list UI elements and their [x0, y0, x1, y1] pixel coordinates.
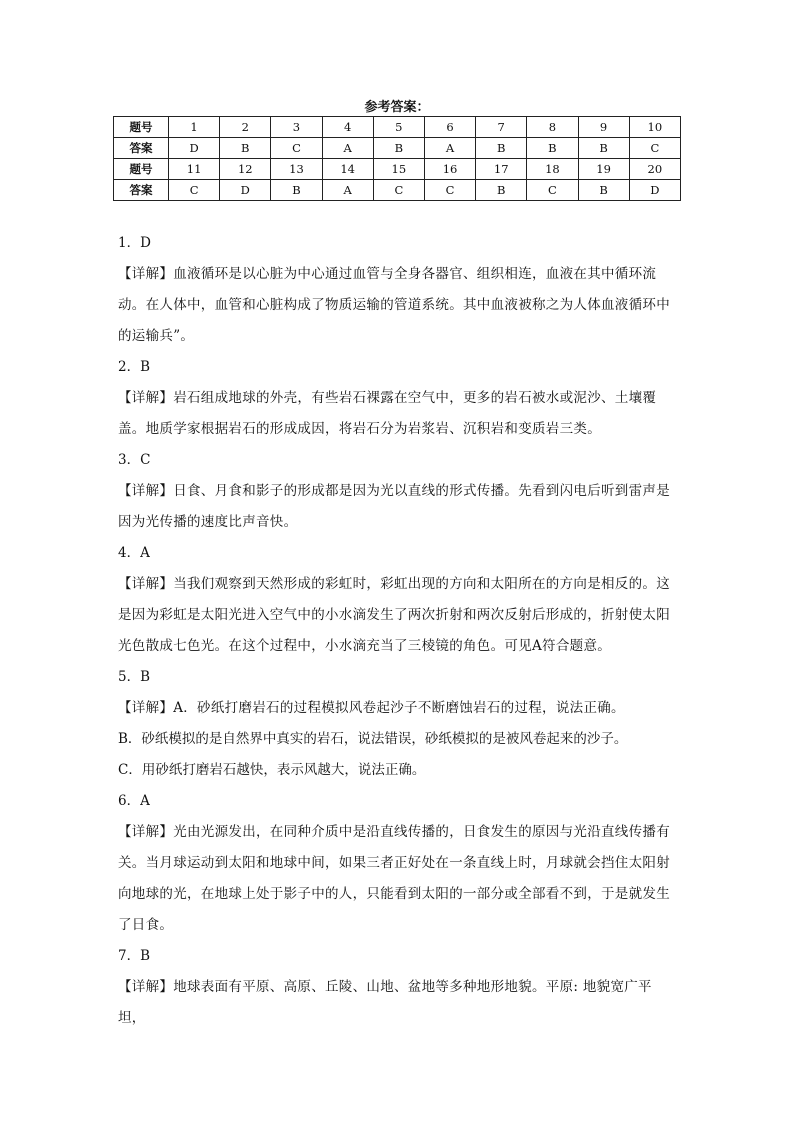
answer-table-cell: B [271, 180, 322, 201]
explanation-text: A．砂纸打磨岩石的过程模拟风卷起沙子不断磨蚀岩石的过程，说法正确。 [173, 700, 625, 716]
question-number: 4．A [118, 545, 150, 561]
detail-tag: 【详解】 [118, 700, 174, 716]
answer-table-cell: D [220, 180, 271, 201]
answer-table-cell: 8 [527, 117, 578, 138]
answer-table-cell: A [322, 138, 373, 159]
row-header: 答案 [114, 180, 169, 201]
answer-table-cell: B [373, 138, 424, 159]
answer-table-cell: 18 [527, 159, 578, 180]
explanation-text: 光由光源发出，在同种介质中是沿直线传播的，日食发生的原因与光沿直线传播有关。当月球运动到太阳和地球中间，如果三者正好处在一条直线上时，月球就会挡住太阳射向地球的光，在地球上处于影子中的人，只能看到太阳的一部分或全部看不到，于是就发生了日食。 [118, 824, 671, 933]
explanation-text: 地球表面有平原、高原、丘陵、山地、盆地等多种地形地貌。平原: 地貌宽广平坦， [118, 979, 652, 1026]
answer-table-cell: D [169, 138, 220, 159]
explanation-text: 当我们观察到天然形成的彩虹时，彩虹出现的方向和太阳所在的方向是相反的。这是因为彩虹是太阳光进入空气中的小水滴发生了两次折射和两次反射后形成的，折射使太阳光色散成七色光。在这个过程中，小水滴充当了三棱镜的角色。可见A符合题意。 [118, 576, 671, 654]
answer-table-cell: 10 [629, 117, 680, 138]
question-number: 5．B [118, 669, 151, 685]
detail-tag: 【详解】 [118, 979, 174, 995]
row-header: 答案 [114, 138, 169, 159]
answer-table-cell: 7 [476, 117, 527, 138]
row-header: 题号 [114, 159, 169, 180]
answer-table-cell: 9 [578, 117, 629, 138]
question-number: 1．D [118, 235, 151, 251]
answer-table-cell: 6 [424, 117, 475, 138]
answer-table-cell: 19 [578, 159, 629, 180]
answer-table-cell: 5 [373, 117, 424, 138]
answer-table-cell: B [578, 138, 629, 159]
answer-table-cell: 2 [220, 117, 271, 138]
answer-table-cell: 17 [476, 159, 527, 180]
answer-table-cell: 15 [373, 159, 424, 180]
detail-tag: 【详解】 [118, 266, 174, 282]
detail-tag: 【详解】 [118, 390, 174, 406]
explanation-paragraph [118, 259, 678, 352]
answer-table-cell: 1 [169, 117, 220, 138]
question-number: 2．B [118, 359, 151, 375]
explanation-text: 岩石组成地球的外壳，有些岩石裸露在空气中，更多的岩石被水或泥沙、土壤覆盖。地质学家根据岩石的形成成因，将岩石分为岩浆岩、沉积岩和变质岩三类。 [118, 390, 657, 437]
answer-table-cell: C [271, 138, 322, 159]
answer-table-cell: 16 [424, 159, 475, 180]
detail-tag: 【详解】 [118, 824, 174, 840]
answer-table-cell: 4 [322, 117, 373, 138]
answer-table-cell: B [578, 180, 629, 201]
answer-table-cell: A [424, 138, 475, 159]
answer-table-row [114, 117, 681, 138]
explanation-paragraph [118, 383, 678, 445]
explanation-paragraph [118, 476, 678, 538]
answer-table [113, 116, 681, 201]
answer-table-row [114, 159, 681, 180]
explanation-paragraph [118, 693, 678, 724]
answer-table-cell: B [476, 138, 527, 159]
detail-tag: 【详解】 [118, 483, 174, 499]
answer-key-title: 参考答案： [364, 100, 430, 115]
question-number: 7．B [118, 948, 151, 964]
answer-table-cell: B [476, 180, 527, 201]
answer-table-cell: 13 [271, 159, 322, 180]
explanation-subpoint: C．用砂纸打磨岩石越快，表示风越大，说法正确。 [118, 762, 426, 778]
answer-table-cell: A [322, 180, 373, 201]
row-header: 题号 [114, 117, 169, 138]
explanation-paragraph [118, 569, 678, 662]
explanation-text: 日食、月食和影子的形成都是因为光以直线的形式传播。先看到闪电后听到雷声是因为光传播的速度比声音快。 [118, 483, 671, 530]
answer-table-cell: C [424, 180, 475, 201]
answer-table-cell: B [527, 138, 578, 159]
explanation-paragraph [118, 817, 678, 941]
explanation-subpoint: B．砂纸模拟的是自然界中真实的岩石，说法错误，砂纸模拟的是被风卷起来的沙子。 [118, 731, 628, 747]
question-number: 3．C [118, 452, 151, 468]
detail-tag: 【详解】 [118, 576, 174, 592]
explanation-paragraph [118, 972, 678, 1034]
answer-table-cell: 11 [169, 159, 220, 180]
answer-table-cell: D [629, 180, 680, 201]
answer-table-row [114, 180, 681, 201]
answer-table-cell: 3 [271, 117, 322, 138]
answer-table-cell: 14 [322, 159, 373, 180]
answer-table-cell: 20 [629, 159, 680, 180]
question-number: 6．A [118, 793, 150, 809]
answer-table-cell: 12 [220, 159, 271, 180]
answer-table-cell: C [527, 180, 578, 201]
answer-table-cell: B [220, 138, 271, 159]
explanations [118, 228, 678, 1034]
answer-table-cell: C [629, 138, 680, 159]
answer-table-row [114, 138, 681, 159]
explanation-text: 血液循环是以心脏为中心通过血管与全身各器官、组织相连，血液在其中循环流动。在人体中，血管和心脏构成了物质运输的管道系统。其中血液被称之为人体血液循环中的运输兵”。 [118, 266, 670, 344]
answer-table-cell: C [169, 180, 220, 201]
answer-table-cell: C [373, 180, 424, 201]
